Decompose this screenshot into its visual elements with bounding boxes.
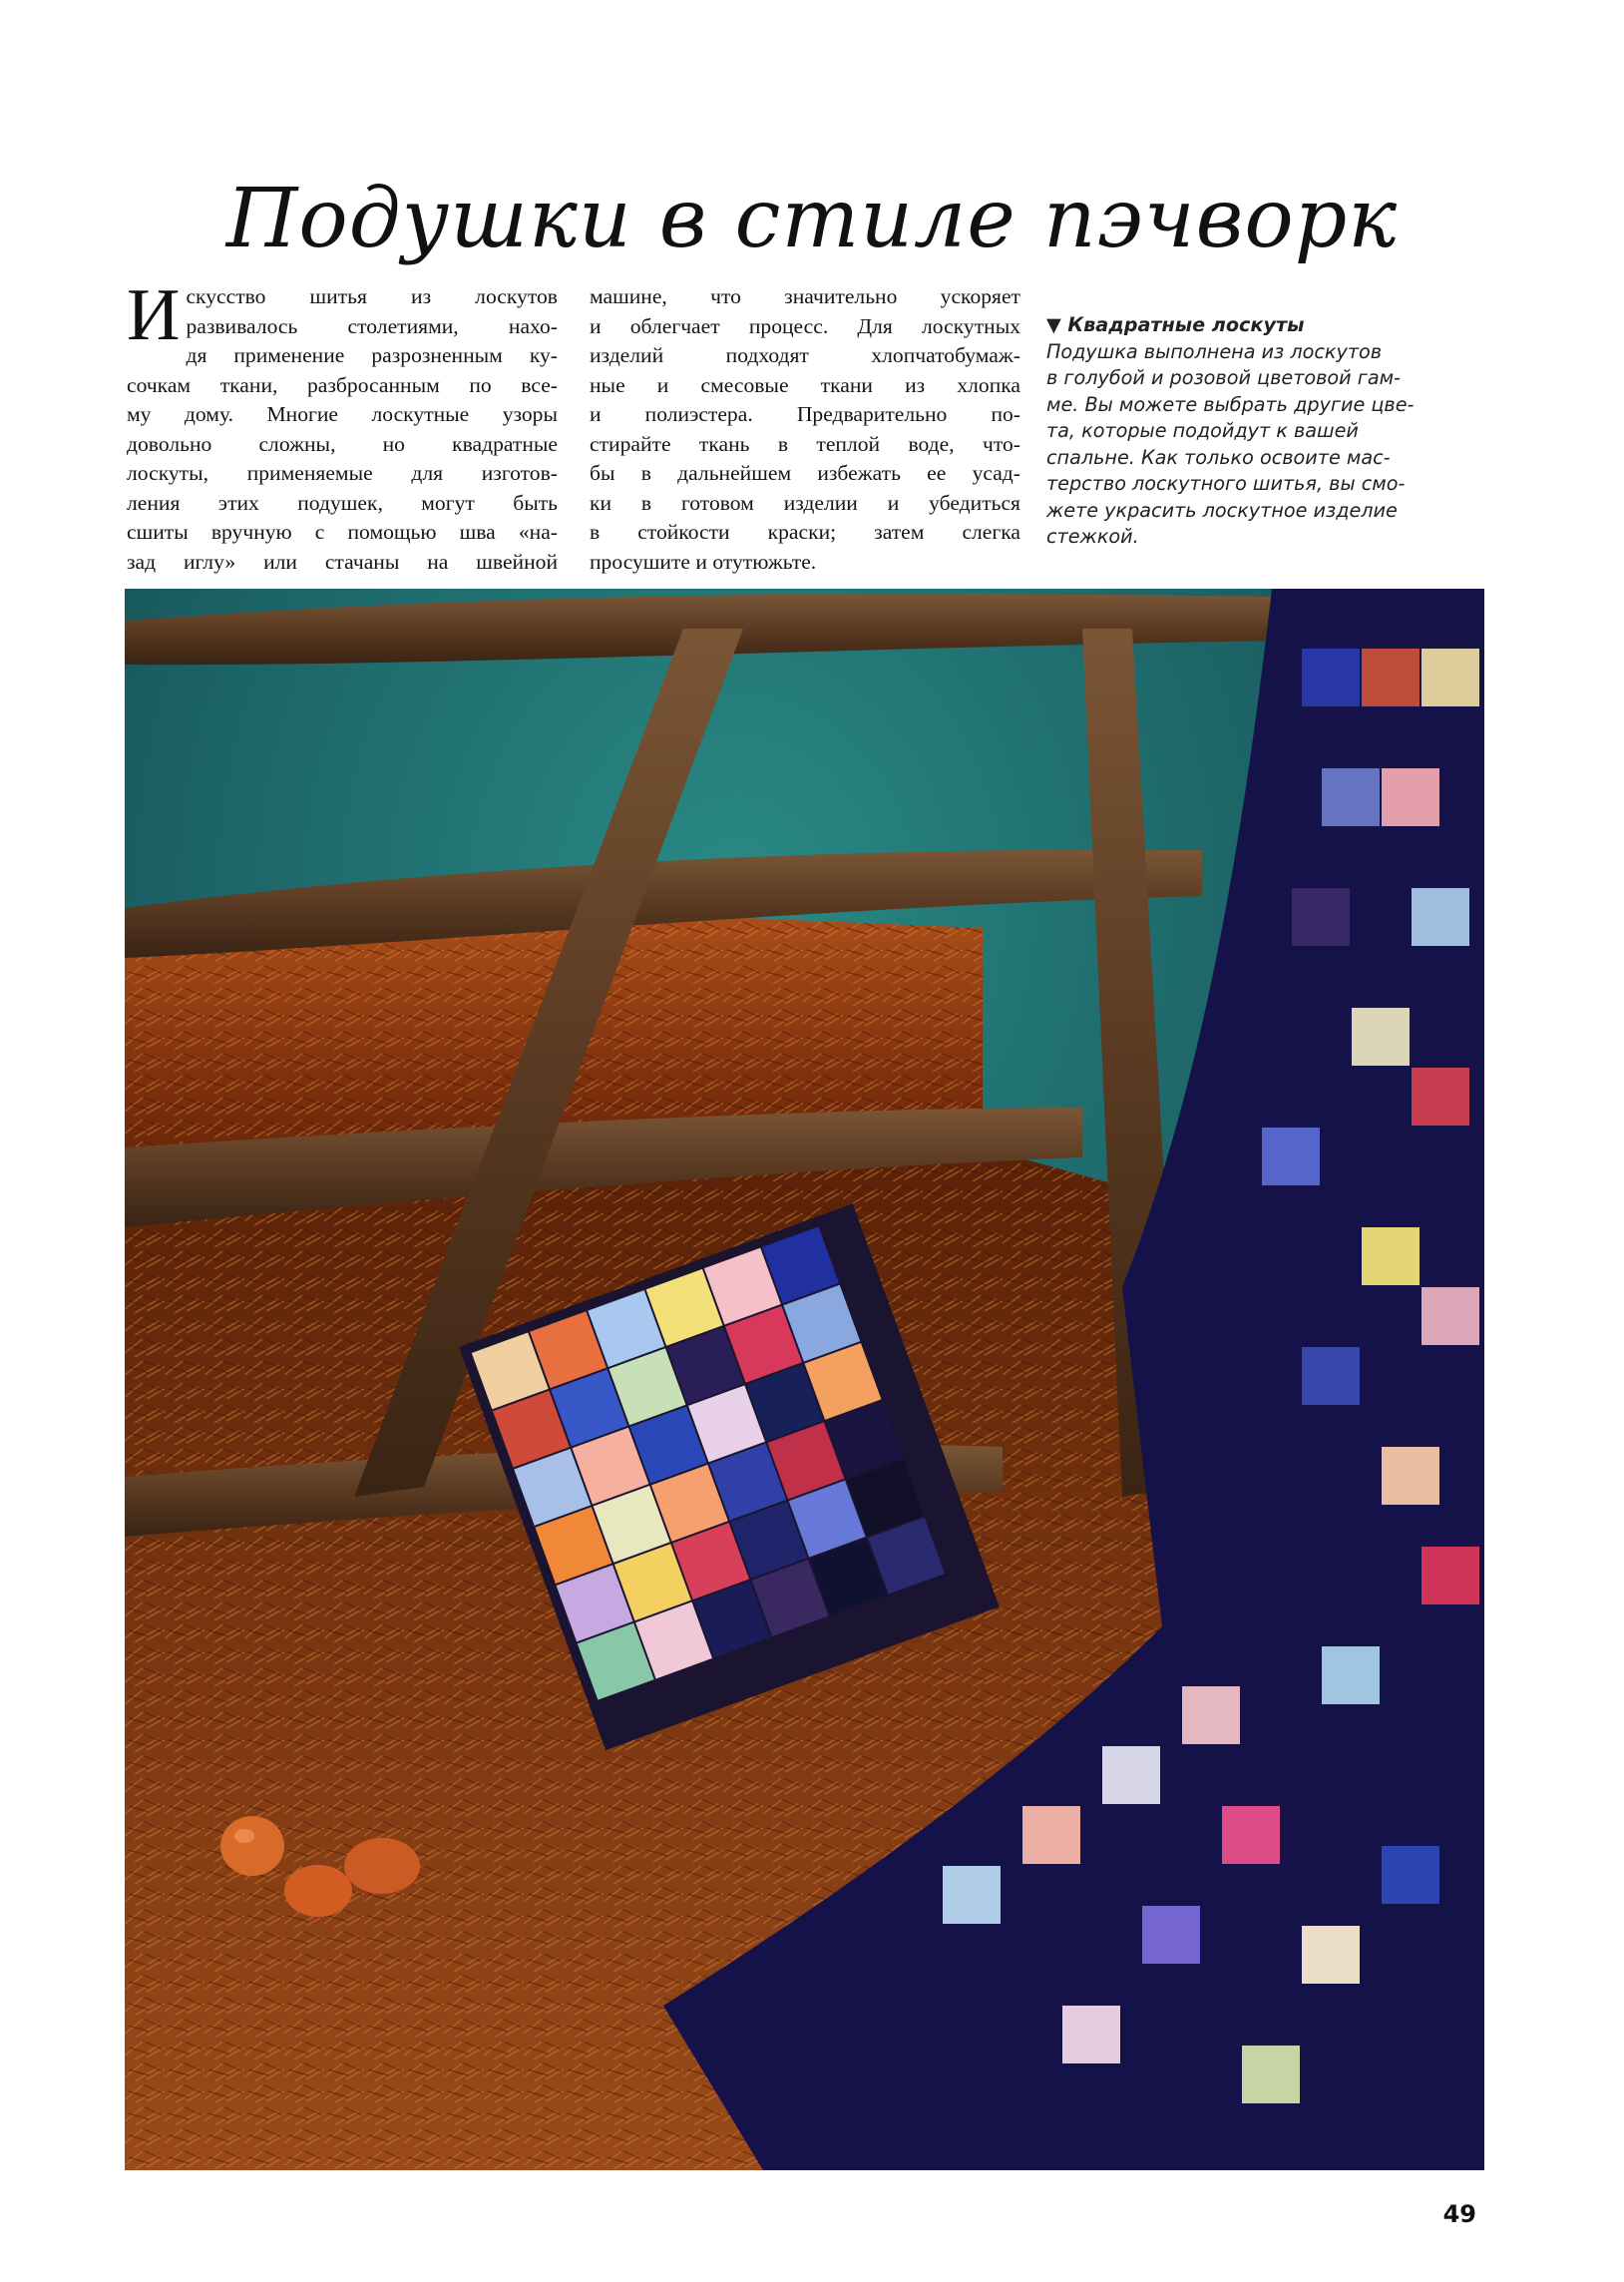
text-line: му дому. Многие лоскутные узоры — [127, 402, 558, 426]
text-line: дя применение разрозненным ку- — [186, 343, 558, 367]
text-line: изделий подходят хлопчатобумаж- — [590, 343, 1020, 367]
caption-line: спальне. Как только освоите мас- — [1046, 445, 1391, 469]
text-line: машине, что значительно ускоряет — [590, 284, 1020, 308]
photo-caption — [1046, 312, 1465, 551]
text-line: ки в готовом изделии и убедиться — [590, 490, 1020, 515]
caption-line: та, которые подойдут к вашей — [1046, 419, 1359, 442]
body-column-1 — [127, 274, 558, 577]
text-line: бы в дальнейшем избежать ее усад- — [590, 461, 1020, 485]
body-column-2 — [590, 282, 1020, 577]
caption-line: жете украсить лоскутное изделие — [1046, 498, 1398, 522]
page-number: 49 — [1442, 2200, 1476, 2228]
text-line: и полиэстера. Предварительно по- — [590, 402, 1020, 426]
text-line: ные и смесовые ткани из хлопка — [590, 372, 1020, 397]
patchwork-photo — [125, 589, 1484, 2170]
text-line: развивалось столетиями, нахо- — [186, 313, 558, 338]
text-line: сочкам ткани, разбросанным по все- — [127, 372, 558, 397]
text-line: в стойкости краски; затем слегка — [590, 520, 1020, 544]
text-line: стирайте ткань в теплой воде, что- — [590, 431, 1020, 456]
text-line: и облегчает процесс. Для лоскутных — [590, 313, 1020, 338]
text-line: ления этих подушек, могут быть — [127, 490, 558, 515]
text-line: просушите и отутюжьте. — [590, 549, 817, 574]
caption-title: ▼ Квадратные лоскуты — [1046, 313, 1305, 336]
text-line: сшиты вручную с помощью шва «на- — [127, 520, 558, 544]
caption-line: Подушка выполнена из лоскутов — [1046, 339, 1383, 363]
caption-line: терство лоскутного шитья, вы смо- — [1046, 472, 1406, 495]
text-line: скусство шитья из лоскутов — [186, 284, 558, 308]
text-line: зад иглу» или стачаны на швейной — [127, 549, 558, 574]
caption-line: ме. Вы можете выбрать другие цве- — [1046, 392, 1415, 416]
page-title: Подушки в стиле пэчворк — [225, 172, 1399, 266]
caption-line: стежкой. — [1046, 525, 1139, 548]
text-line: довольно сложны, но квадратные — [127, 431, 558, 456]
caption-line: в голубой и розовой цветовой гам- — [1046, 366, 1401, 389]
drop-cap: И — [127, 274, 181, 356]
text-line: лоскуты, применяемые для изготов- — [127, 461, 558, 485]
